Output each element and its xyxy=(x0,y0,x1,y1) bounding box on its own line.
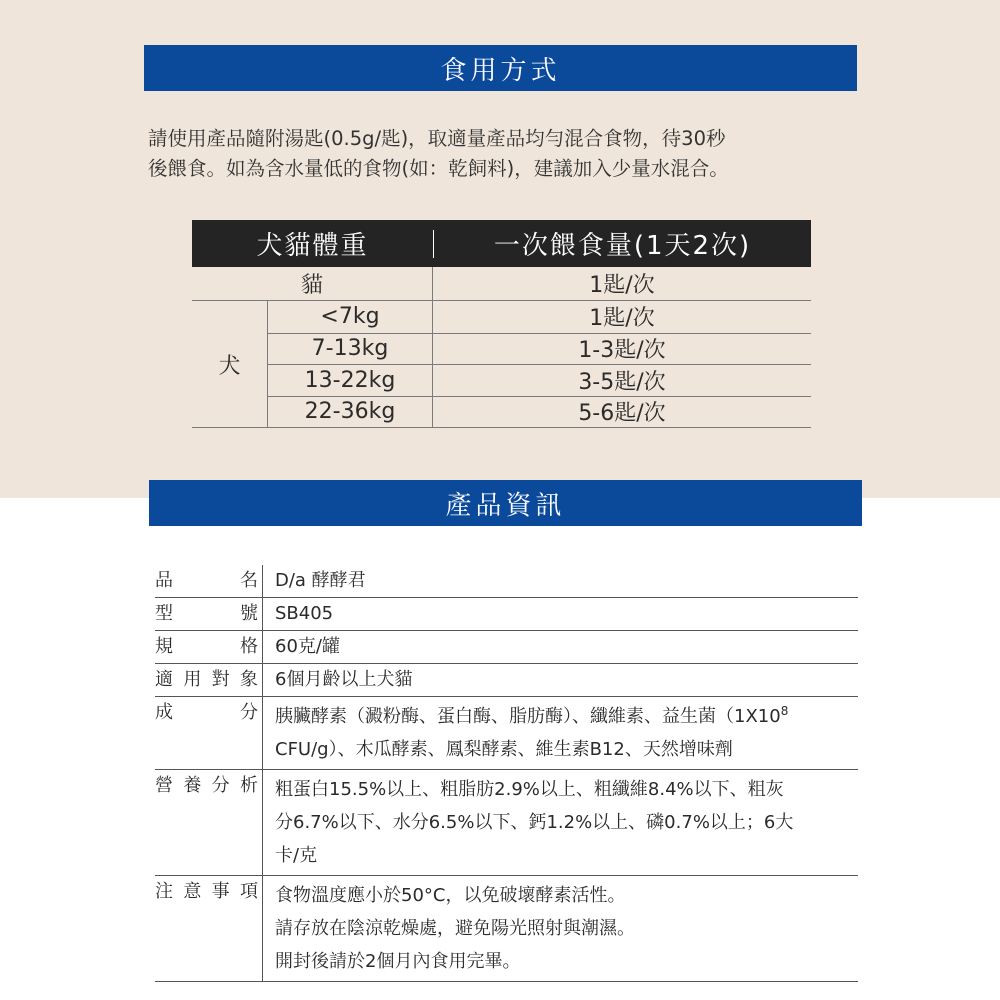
value-line: CFU/g）、木瓜酵素、鳳梨酵素、維生素B12、天然增味劑 xyxy=(275,739,733,760)
key-char: 用 xyxy=(183,669,202,690)
info-key xyxy=(155,598,263,630)
usage-title: 食用方式 xyxy=(440,55,561,86)
dog-rows xyxy=(267,301,811,427)
info-row-nutrition xyxy=(155,770,858,876)
key-char: 名 xyxy=(240,570,258,591)
info-row-ingredients xyxy=(155,697,858,770)
dog-amount: 5-6匙/次 xyxy=(578,401,666,427)
key-char: 適 xyxy=(155,669,173,690)
info-key xyxy=(155,631,263,663)
exponent: 8 xyxy=(780,704,789,718)
key-char: 對 xyxy=(211,669,230,690)
key-char: 規 xyxy=(155,636,173,657)
info-key xyxy=(155,697,263,769)
info-row-target xyxy=(155,664,858,697)
info-value: 60克/罐 xyxy=(275,636,340,657)
info-value xyxy=(263,770,858,875)
key-char: 分 xyxy=(211,775,230,796)
info-value: 6個月齡以上犬貓 xyxy=(275,669,413,690)
dog-weight: 22-36kg xyxy=(267,397,433,428)
info-value xyxy=(263,697,858,769)
info-value: SB405 xyxy=(275,603,334,624)
header-amount: 一次餵食量(1天2次) xyxy=(493,231,752,261)
key-char: 象 xyxy=(239,669,258,690)
feeding-table-header xyxy=(192,220,811,267)
key-char: 品 xyxy=(155,570,173,591)
info-row-name xyxy=(155,565,858,598)
value-line: 粗蛋白15.5%以上、粗脂肪2.9%以上、粗纖維8.4%以下、粗灰 xyxy=(275,779,784,800)
info-key xyxy=(155,876,263,981)
feeding-table xyxy=(192,220,811,428)
intro-line-2: 後餵食。如為含水量低的食物(如：乾飼料)，建議加入少量水混合。 xyxy=(148,157,729,180)
value-line: 卡/克 xyxy=(275,845,318,866)
key-char: 事 xyxy=(211,881,230,902)
value-line: 食物溫度應小於50°C，以免破壞酵素活性。 xyxy=(275,885,626,906)
key-char: 號 xyxy=(240,603,258,624)
dog-amount: 3-5匙/次 xyxy=(578,369,666,395)
dog-row xyxy=(267,396,811,428)
key-char: 營 xyxy=(155,775,173,796)
info-key xyxy=(155,565,263,597)
key-char: 格 xyxy=(240,636,258,657)
value-line: 請存放在陰涼乾燥處，避免陽光照射與潮濕。 xyxy=(275,918,635,939)
key-char: 分 xyxy=(240,702,258,723)
key-char: 項 xyxy=(239,881,258,902)
dog-row xyxy=(267,333,811,365)
dog-weight: 7-13kg xyxy=(267,334,433,365)
value-text: 胰臟酵素（澱粉酶、蛋白酶、脂肪酶）、纖維素、益生菌（1X10 xyxy=(275,706,781,727)
key-char: 型 xyxy=(155,603,173,624)
header-weight: 犬貓體重 xyxy=(256,231,369,261)
key-char: 注 xyxy=(155,881,173,902)
cat-row xyxy=(192,267,811,301)
value-line xyxy=(275,700,858,733)
dog-weight: <7kg xyxy=(267,301,433,333)
info-row-model xyxy=(155,598,858,631)
key-char: 養 xyxy=(183,775,202,796)
dog-label: 犬 xyxy=(218,353,241,379)
dog-row xyxy=(267,364,811,396)
value-line: 開封後請於2個月內食用完畢。 xyxy=(275,951,521,972)
cat-amount: 1匙/次 xyxy=(589,273,655,298)
info-row-notes xyxy=(155,876,858,982)
product-info-title: 產品資訊 xyxy=(445,490,566,521)
dog-amount: 1匙/次 xyxy=(589,306,655,332)
info-key xyxy=(155,664,263,696)
key-char: 意 xyxy=(183,881,202,902)
product-info-banner xyxy=(149,480,862,526)
cat-label: 貓 xyxy=(192,267,433,300)
intro-line-1: 請使用產品隨附湯匙(0.5g/匙)，取適量產品均勻混合食物，待30秒 xyxy=(148,127,726,150)
value-line: 分6.7%以下、水分6.5%以下、鈣1.2%以上、磷0.7%以上；6大 xyxy=(275,812,794,833)
info-value: D/a 酵酵君 xyxy=(275,570,366,591)
usage-instructions xyxy=(148,124,868,184)
info-row-spec xyxy=(155,631,858,664)
info-value xyxy=(263,876,858,981)
usage-banner xyxy=(144,45,857,91)
info-key xyxy=(155,770,263,875)
product-info-table xyxy=(155,565,858,982)
key-char: 成 xyxy=(155,702,173,723)
dog-row xyxy=(267,301,811,333)
key-char: 析 xyxy=(239,775,258,796)
dog-weight: 13-22kg xyxy=(267,365,433,396)
dog-amount: 1-3匙/次 xyxy=(578,338,666,364)
dog-block xyxy=(192,301,811,428)
